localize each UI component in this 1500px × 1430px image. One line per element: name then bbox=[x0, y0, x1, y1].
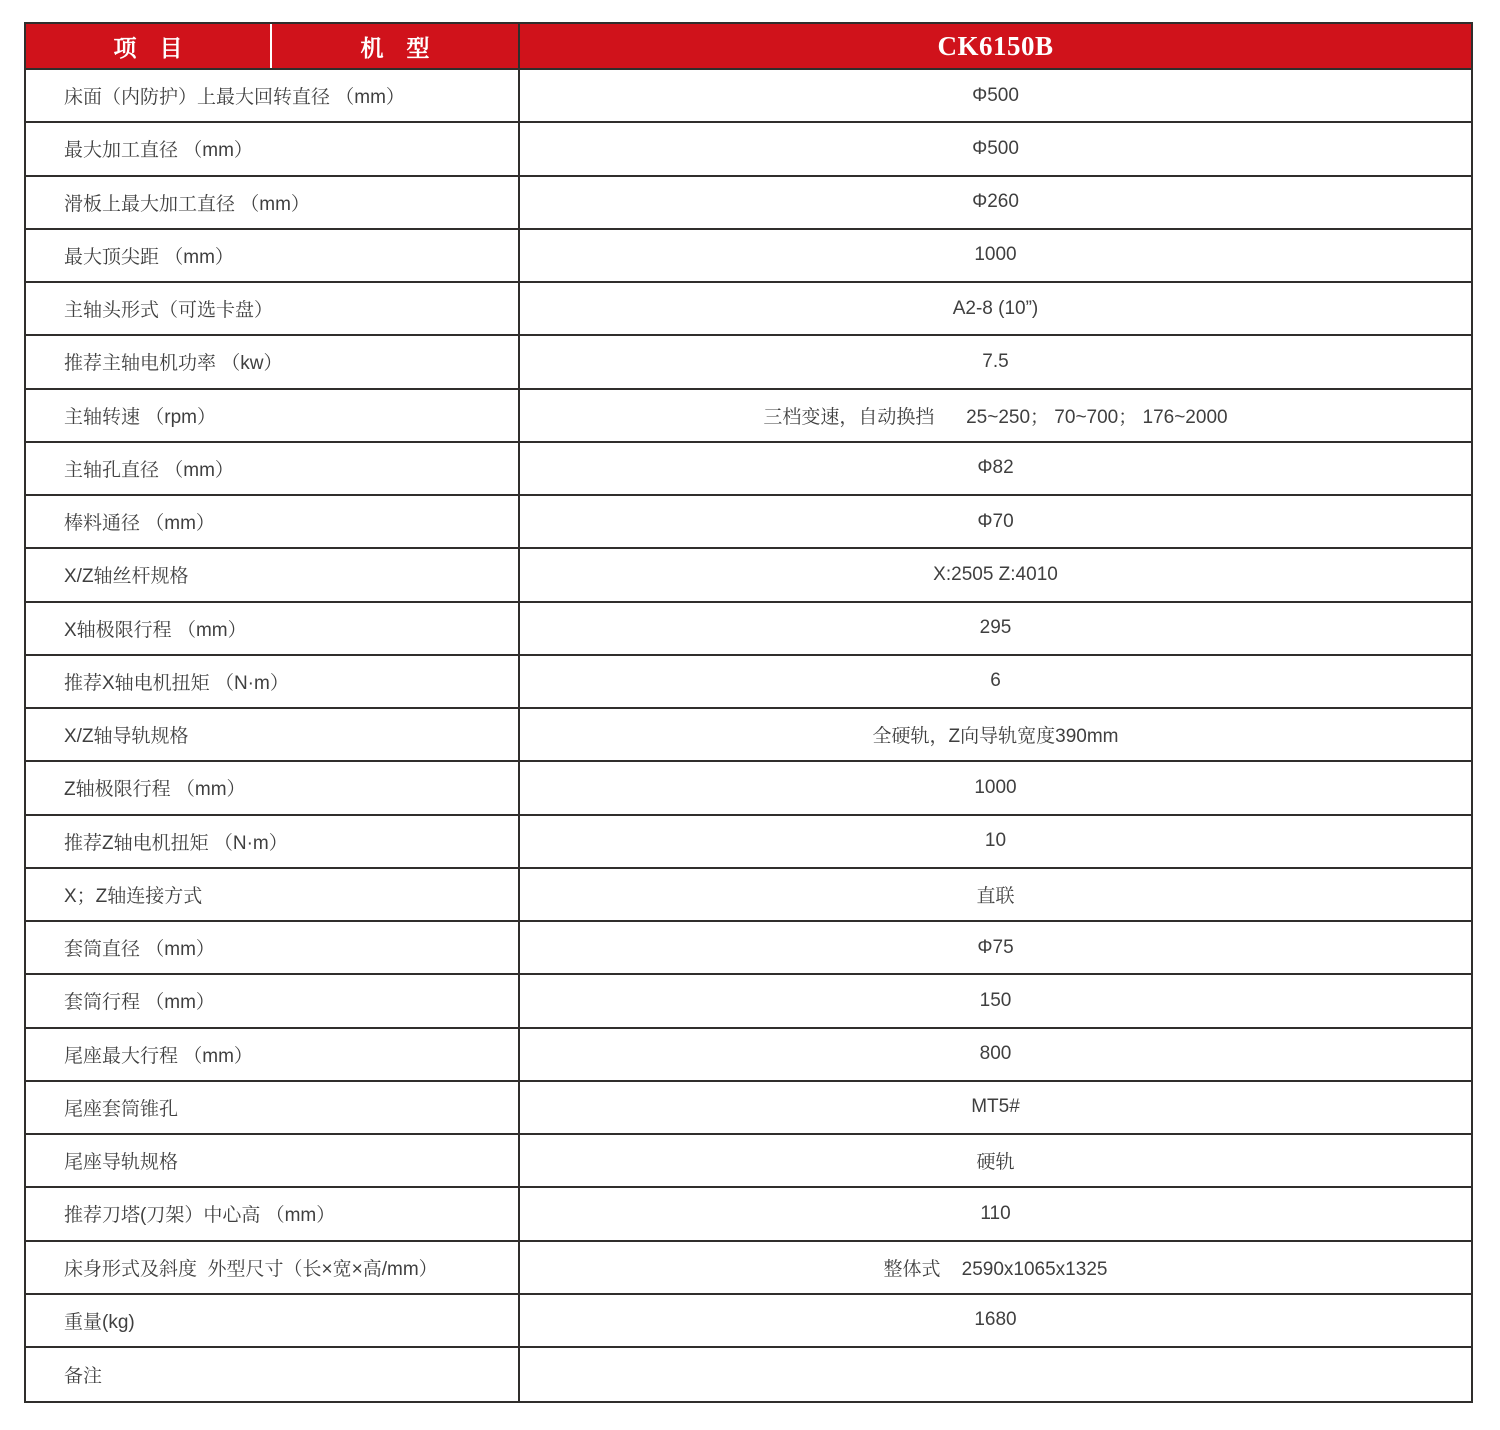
spec-label: X；Z轴连接方式 bbox=[26, 869, 520, 920]
spec-value: A2-8 (10”) bbox=[952, 297, 1039, 319]
spec-label: 主轴头形式（可选卡盘） bbox=[26, 283, 520, 334]
table-row bbox=[26, 1188, 1471, 1241]
spec-label: 主轴转速 （rpm） bbox=[26, 390, 520, 441]
spec-value: Φ75 bbox=[977, 936, 1014, 958]
spec-label: 最大顶尖距 （mm） bbox=[26, 230, 520, 281]
table-row bbox=[26, 975, 1471, 1028]
table-row bbox=[26, 869, 1471, 922]
spec-label: X/Z轴丝杆规格 bbox=[26, 549, 520, 600]
spec-label: 推荐刀塔(刀架）中心高 （mm） bbox=[26, 1188, 520, 1239]
spec-value: MT5# bbox=[971, 1096, 1020, 1118]
table-row bbox=[26, 709, 1471, 762]
table-row bbox=[26, 549, 1471, 602]
table-row bbox=[26, 336, 1471, 389]
table-row bbox=[26, 762, 1471, 815]
table-row bbox=[26, 283, 1471, 336]
table-row bbox=[26, 496, 1471, 549]
spec-value: Φ260 bbox=[972, 191, 1019, 213]
spec-label: 推荐X轴电机扭矩 （N·m） bbox=[26, 656, 520, 707]
table-row bbox=[26, 70, 1471, 123]
table-row bbox=[26, 922, 1471, 975]
spec-table bbox=[24, 22, 1473, 1403]
table-row bbox=[26, 1242, 1471, 1295]
spec-value: 800 bbox=[979, 1043, 1012, 1065]
table-row bbox=[26, 603, 1471, 656]
table-row bbox=[26, 123, 1471, 176]
table-row bbox=[26, 1082, 1471, 1135]
spec-label: 尾座最大行程 （mm） bbox=[26, 1029, 520, 1080]
header-cell-model-value: CK6150B bbox=[937, 30, 1054, 61]
spec-label: 滑板上最大加工直径 （mm） bbox=[26, 177, 520, 228]
spec-value: 三档变速，自动换挡 25~250； 70~700； 176~2000 bbox=[763, 406, 1228, 428]
table-row bbox=[26, 390, 1471, 443]
spec-value: 150 bbox=[979, 989, 1012, 1011]
spec-value: 1680 bbox=[974, 1309, 1017, 1331]
spec-value: 295 bbox=[979, 617, 1012, 639]
spec-label: 推荐主轴电机功率 （kw） bbox=[26, 336, 520, 387]
spec-value: X:2505 Z:4010 bbox=[933, 563, 1058, 585]
spec-value: 直联 bbox=[976, 885, 1015, 907]
spec-label: 备注 bbox=[26, 1348, 520, 1401]
table-row bbox=[26, 177, 1471, 230]
spec-label: 套筒直径 （mm） bbox=[26, 922, 520, 973]
spec-value: Φ500 bbox=[972, 137, 1019, 159]
spec-label: 重量(kg) bbox=[26, 1295, 520, 1346]
spec-label: Z轴极限行程 （mm） bbox=[26, 762, 520, 813]
spec-value: 1000 bbox=[974, 244, 1017, 266]
spec-value: 硬轨 bbox=[976, 1152, 1015, 1174]
spec-value bbox=[520, 1348, 1471, 1401]
table-row bbox=[26, 1135, 1471, 1188]
spec-value: 110 bbox=[980, 1202, 1011, 1224]
spec-label: 床面（内防护）上最大回转直径 （mm） bbox=[26, 70, 520, 121]
table-row bbox=[26, 656, 1471, 709]
header-cell-model: 机 型 bbox=[272, 24, 520, 68]
spec-label: 尾座导轨规格 bbox=[26, 1135, 520, 1186]
spec-value: 7.5 bbox=[982, 350, 1009, 372]
spec-label: 最大加工直径 （mm） bbox=[26, 123, 520, 174]
table-row bbox=[26, 1295, 1471, 1348]
table-row bbox=[26, 1348, 1471, 1401]
table-body bbox=[26, 70, 1471, 1401]
spec-value: 10 bbox=[984, 830, 1007, 852]
spec-value: 整体式 2590x1065x1325 bbox=[883, 1258, 1108, 1280]
spec-value: Φ500 bbox=[972, 84, 1019, 106]
spec-value: Φ70 bbox=[977, 510, 1014, 532]
spec-label: 尾座套筒锥孔 bbox=[26, 1082, 520, 1133]
spec-label: 主轴孔直径 （mm） bbox=[26, 443, 520, 494]
spec-label: 套筒行程 （mm） bbox=[26, 975, 520, 1026]
table-row bbox=[26, 1029, 1471, 1082]
spec-label: 推荐Z轴电机扭矩 （N·m） bbox=[26, 816, 520, 867]
table-header-row bbox=[26, 24, 1471, 70]
spec-value: 6 bbox=[990, 670, 1001, 692]
table-row bbox=[26, 230, 1471, 283]
spec-label: 棒料通径 （mm） bbox=[26, 496, 520, 547]
header-cell-item: 项 目 bbox=[26, 24, 272, 68]
spec-value: 1000 bbox=[974, 776, 1017, 798]
spec-label: X轴极限行程 （mm） bbox=[26, 603, 520, 654]
spec-value: 全硬轨，Z向导轨宽度390mm bbox=[872, 726, 1119, 748]
table-row bbox=[26, 816, 1471, 869]
spec-label: X/Z轴导轨规格 bbox=[26, 709, 520, 760]
spec-value: Φ82 bbox=[977, 457, 1014, 479]
table-row bbox=[26, 443, 1471, 496]
spec-label: 床身形式及斜度 外型尺寸（长×宽×高/mm） bbox=[26, 1242, 520, 1293]
